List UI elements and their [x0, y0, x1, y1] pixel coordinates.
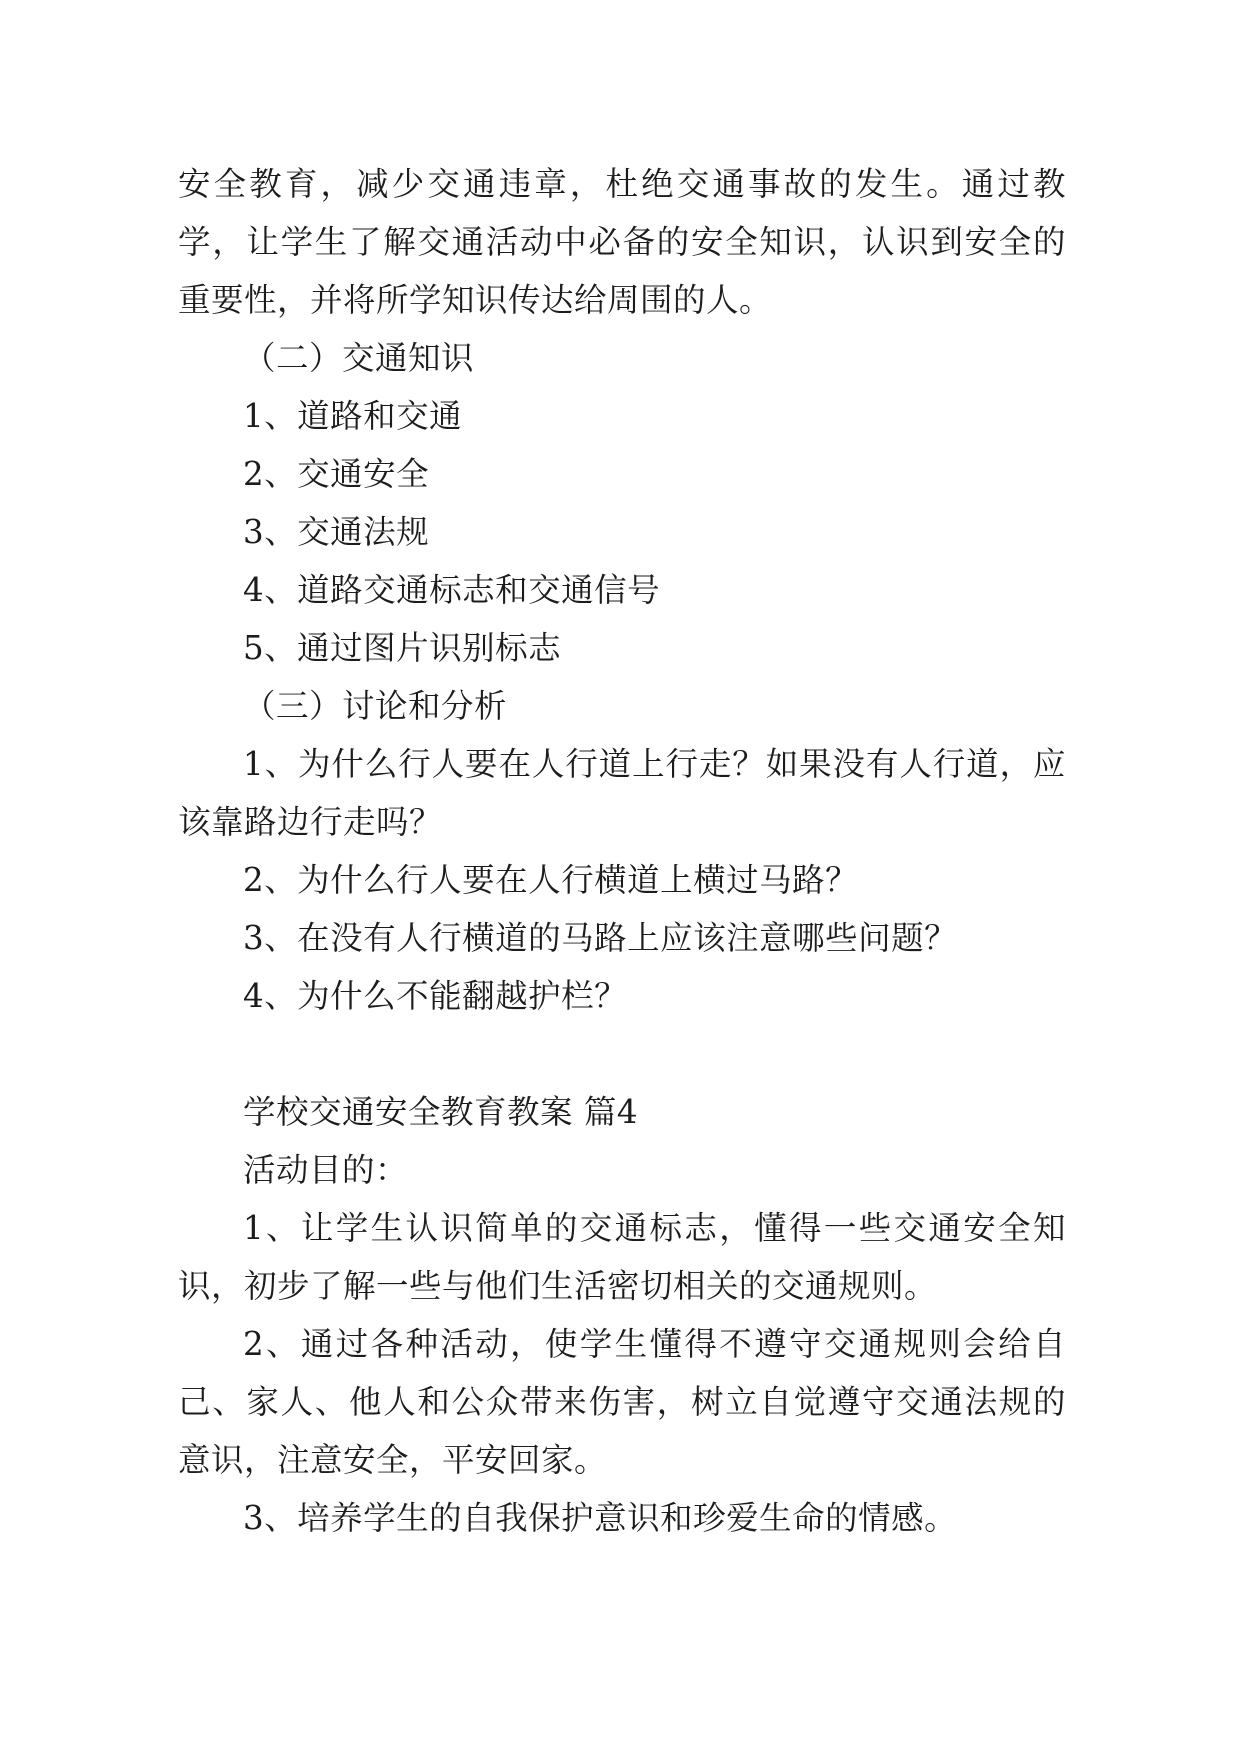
subheading-activity-purpose: 活动目的：	[243, 1151, 409, 1189]
section-heading-2: （二）交通知识	[243, 339, 475, 377]
discussion-question: 3、在没有人行横道的马路上应该注意哪些问题？	[243, 919, 958, 957]
list-item: 2、交通安全	[243, 455, 430, 493]
objective-item: 1、让学生认识简单的交通标志，懂得一些交通安全知识，初步了解一些与他们生活密切相关的交通规则。	[178, 1209, 1066, 1305]
objective-item: 3、培养学生的自我保护意识和珍爱生命的情感。	[243, 1499, 958, 1537]
document-text-block	[178, 155, 1066, 1547]
list-item: 3、交通法规	[243, 513, 430, 551]
list-item: 5、通过图片识别标志	[243, 629, 562, 667]
discussion-question: 4、为什么不能翻越护栏？	[243, 977, 628, 1015]
discussion-question: 1、为什么行人要在人行道上行走？如果没有人行道，应该靠路边行走吗？	[178, 745, 1066, 841]
list-item: 1、道路和交通	[243, 397, 463, 435]
objective-item: 2、通过各种活动，使学生懂得不遵守交通规则会给自己、家人、他人和公众带来伤害，树立自觉遵守交通法规的意识，注意安全，平安回家。	[178, 1325, 1066, 1479]
blank-line-spacer	[178, 1025, 1066, 1083]
body-paragraph-continuation: 安全教育，减少交通违章，杜绝交通事故的发生。通过教学，让学生了解交通活动中必备的安全知识，认识到安全的重要性，并将所学知识传达给周围的人。	[178, 165, 1066, 319]
discussion-question: 2、为什么行人要在人行横道上横过马路？	[243, 861, 859, 899]
list-item: 4、道路交通标志和交通信号	[243, 571, 661, 609]
section-heading-3: （三）讨论和分析	[243, 687, 508, 725]
article-title: 学校交通安全教育教案 篇4	[243, 1093, 639, 1131]
